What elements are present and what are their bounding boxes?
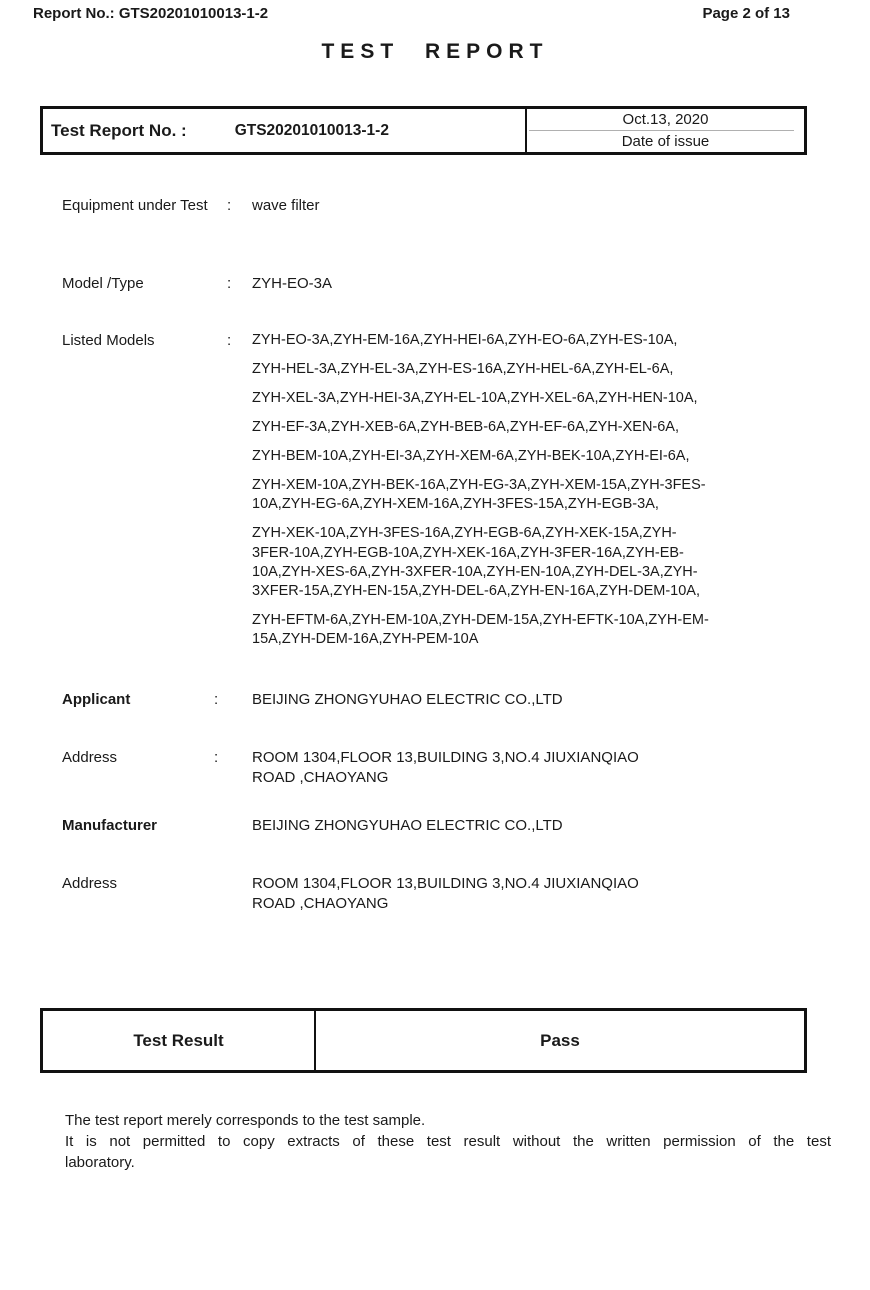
applicant-colon: : bbox=[214, 691, 219, 708]
model-value: ZYH-EO-3A bbox=[252, 275, 333, 292]
header-page-indicator: Page 2 of 13 bbox=[702, 5, 790, 22]
model-colon: : bbox=[227, 275, 232, 292]
footer-line: laboratory. bbox=[65, 1154, 135, 1171]
page-title: TEST REPORT bbox=[321, 40, 549, 63]
address-line: ROOM 1304,FLOOR 13,BUILDING 3,NO.4 JIUXIANQIAO bbox=[252, 749, 639, 766]
issue-date-caption: Date of issue bbox=[621, 133, 710, 150]
models-paragraph bbox=[252, 524, 817, 601]
test-result-table bbox=[40, 1008, 807, 1073]
model-line: ZYH-EO-3A,ZYH-EM-16A,ZYH-HEI-6A,ZYH-EO-6A,ZYH-ES-10A, bbox=[252, 332, 678, 348]
model-label: Model /Type bbox=[62, 275, 144, 292]
models-paragraph bbox=[252, 360, 817, 379]
address-line: ROAD ,CHAOYANG bbox=[252, 768, 389, 786]
address-line: ROAD ,CHAOYANG bbox=[252, 894, 389, 912]
listed-models-colon: : bbox=[227, 332, 232, 349]
models-paragraph bbox=[252, 611, 817, 650]
report-info-table bbox=[40, 106, 807, 155]
manufacturer-label: Manufacturer bbox=[62, 817, 158, 834]
footer-note bbox=[65, 1110, 831, 1173]
model-line: 3FER-10A,ZYH-EGB-10A,ZYH-XEK-16A,ZYH-3FER-16A,ZYH-EB- bbox=[252, 544, 684, 561]
issue-date-cell bbox=[527, 109, 804, 152]
manufacturer-address-label: Address bbox=[62, 875, 118, 892]
model-line: 15A,ZYH-DEM-16A,ZYH-PEM-10A bbox=[252, 631, 479, 648]
model-line: ZYH-XEM-10A,ZYH-BEK-16A,ZYH-EG-3A,ZYH-XEM-15A,ZYH-3FES- bbox=[252, 476, 706, 493]
equipment-colon: : bbox=[227, 197, 232, 214]
report-no-value: GTS20201010013-1-2 bbox=[234, 121, 389, 139]
model-line: ZYH-EF-3A,ZYH-XEB-6A,ZYH-BEB-6A,ZYH-EF-6A,ZYH-XEN-6A, bbox=[252, 418, 680, 435]
report-no-label: Test Report No. : bbox=[51, 120, 187, 140]
model-line: ZYH-HEL-3A,ZYH-EL-3A,ZYH-ES-16A,ZYH-HEL-6A,ZYH-EL-6A, bbox=[252, 360, 674, 377]
model-line: ZYH-EFTM-6A,ZYH-EM-10A,ZYH-DEM-15A,ZYH-EFTK-10A,ZYH-EM- bbox=[252, 612, 709, 629]
equipment-label: Equipment under Test bbox=[62, 197, 208, 214]
models-paragraph bbox=[252, 331, 817, 350]
test-result-label: Test Result bbox=[43, 1011, 316, 1070]
models-paragraph bbox=[252, 389, 817, 408]
model-line: 10A,ZYH-EG-6A,ZYH-XEM-16A,ZYH-3FES-15A,ZYH-EGB-3A, bbox=[252, 496, 659, 513]
manufacturer-address-value bbox=[252, 874, 817, 913]
models-paragraph bbox=[252, 476, 817, 515]
applicant-address-colon: : bbox=[214, 749, 219, 766]
header-report-no: Report No.: GTS20201010013-1-2 bbox=[33, 5, 269, 22]
footer-line: It is not permitted to copy extracts of these test result without the written permission of the test bbox=[65, 1133, 831, 1150]
test-result-value: Pass bbox=[540, 1030, 580, 1050]
model-line: 3XFER-15A,ZYH-EN-15A,ZYH-DEL-6A,ZYH-EN-16A,ZYH-DEM-10A, bbox=[252, 583, 700, 600]
model-line: 10A,ZYH-XES-6A,ZYH-3XFER-10A,ZYH-EN-10A,ZYH-DEL-3A,ZYH- bbox=[252, 563, 698, 580]
model-line: ZYH-BEM-10A,ZYH-EI-3A,ZYH-XEM-6A,ZYH-BEK-10A,ZYH-EI-6A, bbox=[252, 447, 690, 464]
address-line: ROOM 1304,FLOOR 13,BUILDING 3,NO.4 JIUXIANQIAO bbox=[252, 875, 639, 892]
issue-date-value: Oct.13, 2020 bbox=[622, 111, 709, 128]
page-running-header bbox=[33, 4, 790, 24]
applicant-label: Applicant bbox=[62, 691, 131, 708]
applicant-address-label: Address bbox=[62, 749, 118, 766]
listed-models-value bbox=[252, 331, 817, 650]
model-line: ZYH-XEK-10A,ZYH-3FES-16A,ZYH-EGB-6A,ZYH-XEK-15A,ZYH- bbox=[252, 525, 677, 542]
footer-line: The test report merely corresponds to the test sample. bbox=[65, 1112, 426, 1129]
listed-models-label: Listed Models bbox=[62, 332, 155, 349]
manufacturer-value: BEIJING ZHONGYUHAO ELECTRIC CO.,LTD bbox=[252, 817, 563, 834]
models-paragraph bbox=[252, 447, 817, 466]
report-no-cell bbox=[43, 109, 527, 152]
applicant-address-value bbox=[252, 748, 817, 787]
equipment-value: wave filter bbox=[252, 197, 320, 214]
model-line: ZYH-XEL-3A,ZYH-HEI-3A,ZYH-EL-10A,ZYH-XEL-6A,ZYH-HEN-10A, bbox=[252, 389, 698, 406]
applicant-value: BEIJING ZHONGYUHAO ELECTRIC CO.,LTD bbox=[252, 691, 563, 708]
models-paragraph bbox=[252, 418, 817, 437]
